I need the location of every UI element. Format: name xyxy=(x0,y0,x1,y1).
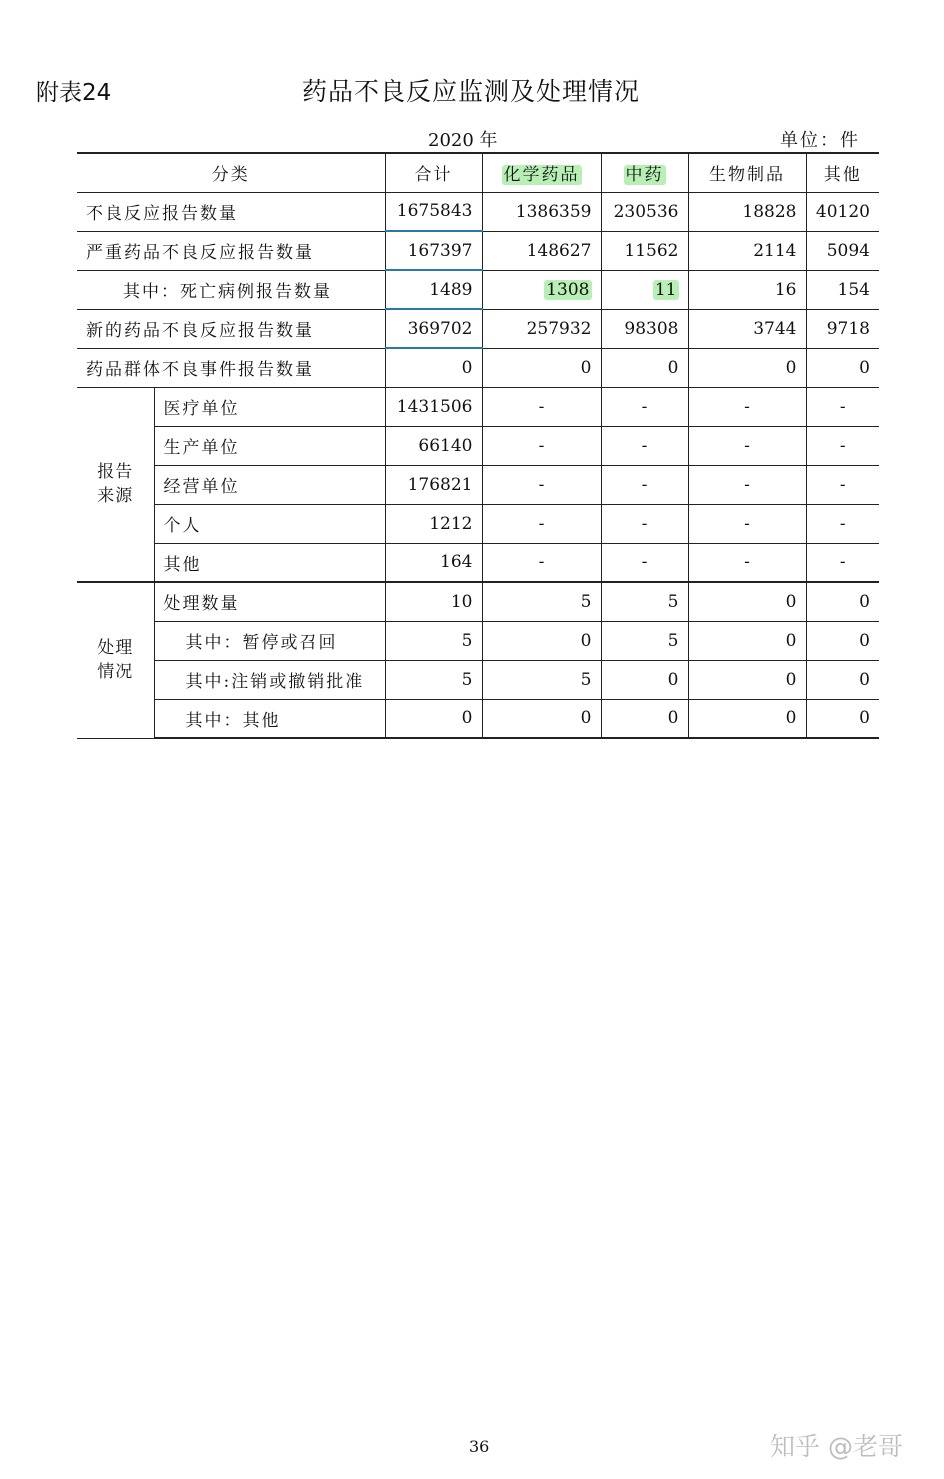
cell-value: 3744 xyxy=(753,318,797,339)
table-cell xyxy=(385,231,482,270)
cell-value: 0 xyxy=(859,357,870,378)
column-header-label: 生物制品 xyxy=(709,165,785,186)
page-title: 药品不良反应监测及处理情况 xyxy=(302,77,641,106)
cell-value: 1489 xyxy=(429,279,473,300)
cell-value: 0 xyxy=(859,591,870,612)
cell-value: - xyxy=(744,435,750,456)
table-cell xyxy=(688,699,806,738)
cell-value: 230536 xyxy=(613,201,679,222)
row-label: 新的药品不良反应报告数量 xyxy=(77,309,385,348)
cell-value: 5 xyxy=(580,591,592,612)
row-label: 其中：暂停或召回 xyxy=(154,621,385,660)
group-label-text: 报告来源 xyxy=(97,462,134,507)
table-cell xyxy=(385,348,482,387)
cell-value: 0 xyxy=(461,708,473,729)
cell-value: - xyxy=(744,474,750,495)
table-row xyxy=(77,192,879,231)
table-cell xyxy=(806,621,879,660)
table-row xyxy=(77,426,879,465)
table-row xyxy=(77,231,879,270)
table-row xyxy=(77,621,879,660)
table-cell xyxy=(385,192,482,231)
table-cell xyxy=(601,309,688,348)
cell-value: - xyxy=(641,435,648,456)
table-row xyxy=(77,270,879,309)
column-header xyxy=(806,153,879,192)
column-header xyxy=(601,153,688,192)
cell-value: 11 xyxy=(654,279,677,300)
table-cell xyxy=(806,465,879,504)
row-label: 其他 xyxy=(154,543,385,582)
table-cell xyxy=(601,660,688,699)
table-cell xyxy=(385,387,482,426)
row-label: 不良反应报告数量 xyxy=(77,192,385,231)
row-label: 医疗单位 xyxy=(154,387,385,426)
table-cell xyxy=(806,699,879,738)
column-header xyxy=(482,153,601,192)
table-cell xyxy=(688,504,806,543)
table-cell xyxy=(601,543,688,582)
year-label: 2020 年 xyxy=(428,130,498,151)
cell-value: 5 xyxy=(461,630,473,651)
cell-value: 257932 xyxy=(526,318,592,339)
cell-value: - xyxy=(839,396,846,417)
table-cell xyxy=(601,192,688,231)
table-cell xyxy=(482,192,601,231)
column-header-label: 分类 xyxy=(211,165,250,186)
cell-value: - xyxy=(538,513,545,534)
table-cell xyxy=(688,387,806,426)
table-cell xyxy=(601,504,688,543)
cell-value: 154 xyxy=(837,279,870,300)
cell-value: 0 xyxy=(580,630,592,651)
cell-value: - xyxy=(839,513,846,534)
cell-value: - xyxy=(538,435,545,456)
group-label xyxy=(77,582,154,738)
cell-value: 5 xyxy=(667,591,679,612)
cell-value: 0 xyxy=(859,669,870,690)
table-cell xyxy=(601,231,688,270)
table-row xyxy=(77,543,879,582)
table-cell xyxy=(385,621,482,660)
cell-value: 176821 xyxy=(407,474,473,495)
cell-value: 369702 xyxy=(407,318,473,339)
cell-value: - xyxy=(839,474,846,495)
table-cell xyxy=(482,348,601,387)
cell-value: 0 xyxy=(580,357,592,378)
table-cell xyxy=(806,231,879,270)
group-label xyxy=(77,387,154,582)
cell-value: 0 xyxy=(785,591,797,612)
table-cell xyxy=(482,660,601,699)
cell-value: 5 xyxy=(580,669,592,690)
table-cell xyxy=(601,387,688,426)
cell-value: 40120 xyxy=(815,201,870,222)
cell-value: 0 xyxy=(667,708,679,729)
table-cell xyxy=(688,348,806,387)
cell-value: 0 xyxy=(461,357,473,378)
cell-value: - xyxy=(538,474,545,495)
cell-value: 5 xyxy=(667,630,679,651)
column-header xyxy=(77,153,385,192)
table-cell xyxy=(482,387,601,426)
table-row xyxy=(77,309,879,348)
cell-value: - xyxy=(641,396,648,417)
unit-label: 单位：件 xyxy=(780,130,860,151)
column-header xyxy=(385,153,482,192)
table-row xyxy=(77,699,879,738)
cell-value: - xyxy=(641,513,648,534)
table-cell xyxy=(806,543,879,582)
table-cell xyxy=(482,543,601,582)
cell-value: 0 xyxy=(785,630,797,651)
column-header-label: 其他 xyxy=(823,165,862,186)
table-cell xyxy=(601,465,688,504)
adr-table xyxy=(77,152,879,739)
cell-value: - xyxy=(641,552,648,573)
table-row xyxy=(77,660,879,699)
cell-value: - xyxy=(744,396,750,417)
row-label: 其中：其他 xyxy=(154,699,385,738)
cell-value: 16 xyxy=(774,279,797,300)
cell-value: - xyxy=(538,552,545,573)
cell-value: 0 xyxy=(785,708,797,729)
table-cell xyxy=(385,309,482,348)
table-cell xyxy=(688,543,806,582)
table-cell xyxy=(601,426,688,465)
table-cell xyxy=(806,504,879,543)
column-header-label: 中药 xyxy=(625,165,664,186)
table-row xyxy=(77,504,879,543)
table-cell xyxy=(688,660,806,699)
table-cell xyxy=(806,660,879,699)
table-cell xyxy=(601,582,688,621)
table-cell xyxy=(688,621,806,660)
table-cell xyxy=(601,621,688,660)
cell-value: 10 xyxy=(450,591,473,612)
cell-value: 0 xyxy=(785,357,797,378)
table-cell xyxy=(482,465,601,504)
cell-value: 11562 xyxy=(624,240,679,261)
row-label: 药品群体不良事件报告数量 xyxy=(77,348,385,387)
cell-value: 18828 xyxy=(742,201,797,222)
table-cell xyxy=(385,543,482,582)
cell-value: 0 xyxy=(859,708,870,729)
cell-value: - xyxy=(538,396,545,417)
cell-value: 1431506 xyxy=(396,396,473,417)
table-row xyxy=(77,582,879,621)
cell-value: 0 xyxy=(580,708,592,729)
table-cell xyxy=(688,465,806,504)
table-cell xyxy=(688,270,806,309)
row-label: 处理数量 xyxy=(154,582,385,621)
table-cell xyxy=(482,426,601,465)
table-cell xyxy=(385,660,482,699)
table-cell xyxy=(806,387,879,426)
column-header-label: 合计 xyxy=(414,165,453,186)
row-label: 严重药品不良反应报告数量 xyxy=(77,231,385,270)
table-cell xyxy=(482,270,601,309)
table-cell xyxy=(482,504,601,543)
cell-value: 5 xyxy=(461,669,473,690)
table-cell xyxy=(482,231,601,270)
row-label: 其中：死亡病例报告数量 xyxy=(77,270,385,309)
row-label: 其中:注销或撤销批准 xyxy=(154,660,385,699)
table-cell xyxy=(688,192,806,231)
table-row xyxy=(77,348,879,387)
table-cell xyxy=(806,309,879,348)
cell-value: 1308 xyxy=(546,279,590,300)
table-cell xyxy=(688,582,806,621)
cell-value: 66140 xyxy=(418,435,473,456)
cell-value: 0 xyxy=(785,669,797,690)
table-cell xyxy=(385,270,482,309)
cell-value: 148627 xyxy=(526,240,592,261)
cell-value: - xyxy=(744,513,750,534)
table-cell xyxy=(601,348,688,387)
cell-value: 2114 xyxy=(753,240,797,261)
cell-value: - xyxy=(839,435,846,456)
table-row xyxy=(77,387,879,426)
table-cell xyxy=(482,582,601,621)
cell-value: 1675843 xyxy=(396,201,473,222)
row-label: 个人 xyxy=(154,504,385,543)
cell-value: 0 xyxy=(667,357,679,378)
table-cell xyxy=(806,348,879,387)
table-cell xyxy=(688,426,806,465)
table-cell xyxy=(806,192,879,231)
table-header-row xyxy=(77,153,879,192)
table-row xyxy=(77,465,879,504)
watermark: 知乎 @老哥 xyxy=(770,1432,903,1461)
cell-value: 0 xyxy=(859,630,870,651)
appendix-label: 附表24 xyxy=(36,80,112,106)
table-cell xyxy=(601,699,688,738)
table-cell xyxy=(482,699,601,738)
table-cell xyxy=(688,309,806,348)
table-cell xyxy=(806,426,879,465)
cell-value: 0 xyxy=(667,669,679,690)
column-header-label: 化学药品 xyxy=(503,165,580,186)
cell-value: 9718 xyxy=(826,318,870,339)
cell-value: 1386359 xyxy=(515,201,592,222)
cell-value: 167397 xyxy=(407,240,473,261)
table-cell xyxy=(482,309,601,348)
row-label: 经营单位 xyxy=(154,465,385,504)
cell-value: - xyxy=(641,474,648,495)
group-label-text: 处理情况 xyxy=(97,638,134,683)
table-cell xyxy=(601,270,688,309)
cell-value: 1212 xyxy=(429,513,473,534)
column-header xyxy=(688,153,806,192)
cell-value: 98308 xyxy=(624,318,679,339)
table-cell xyxy=(688,231,806,270)
cell-value: 5094 xyxy=(826,240,870,261)
cell-value: 164 xyxy=(440,552,473,573)
table-cell xyxy=(806,270,879,309)
table-cell xyxy=(385,699,482,738)
table-cell xyxy=(806,582,879,621)
row-label: 生产单位 xyxy=(154,426,385,465)
table-cell xyxy=(385,426,482,465)
table-cell xyxy=(385,582,482,621)
table-cell xyxy=(385,465,482,504)
cell-value: - xyxy=(744,552,750,573)
table-cell xyxy=(482,621,601,660)
cell-value: - xyxy=(839,552,846,573)
page-number: 36 xyxy=(469,1437,490,1456)
table-cell xyxy=(385,504,482,543)
